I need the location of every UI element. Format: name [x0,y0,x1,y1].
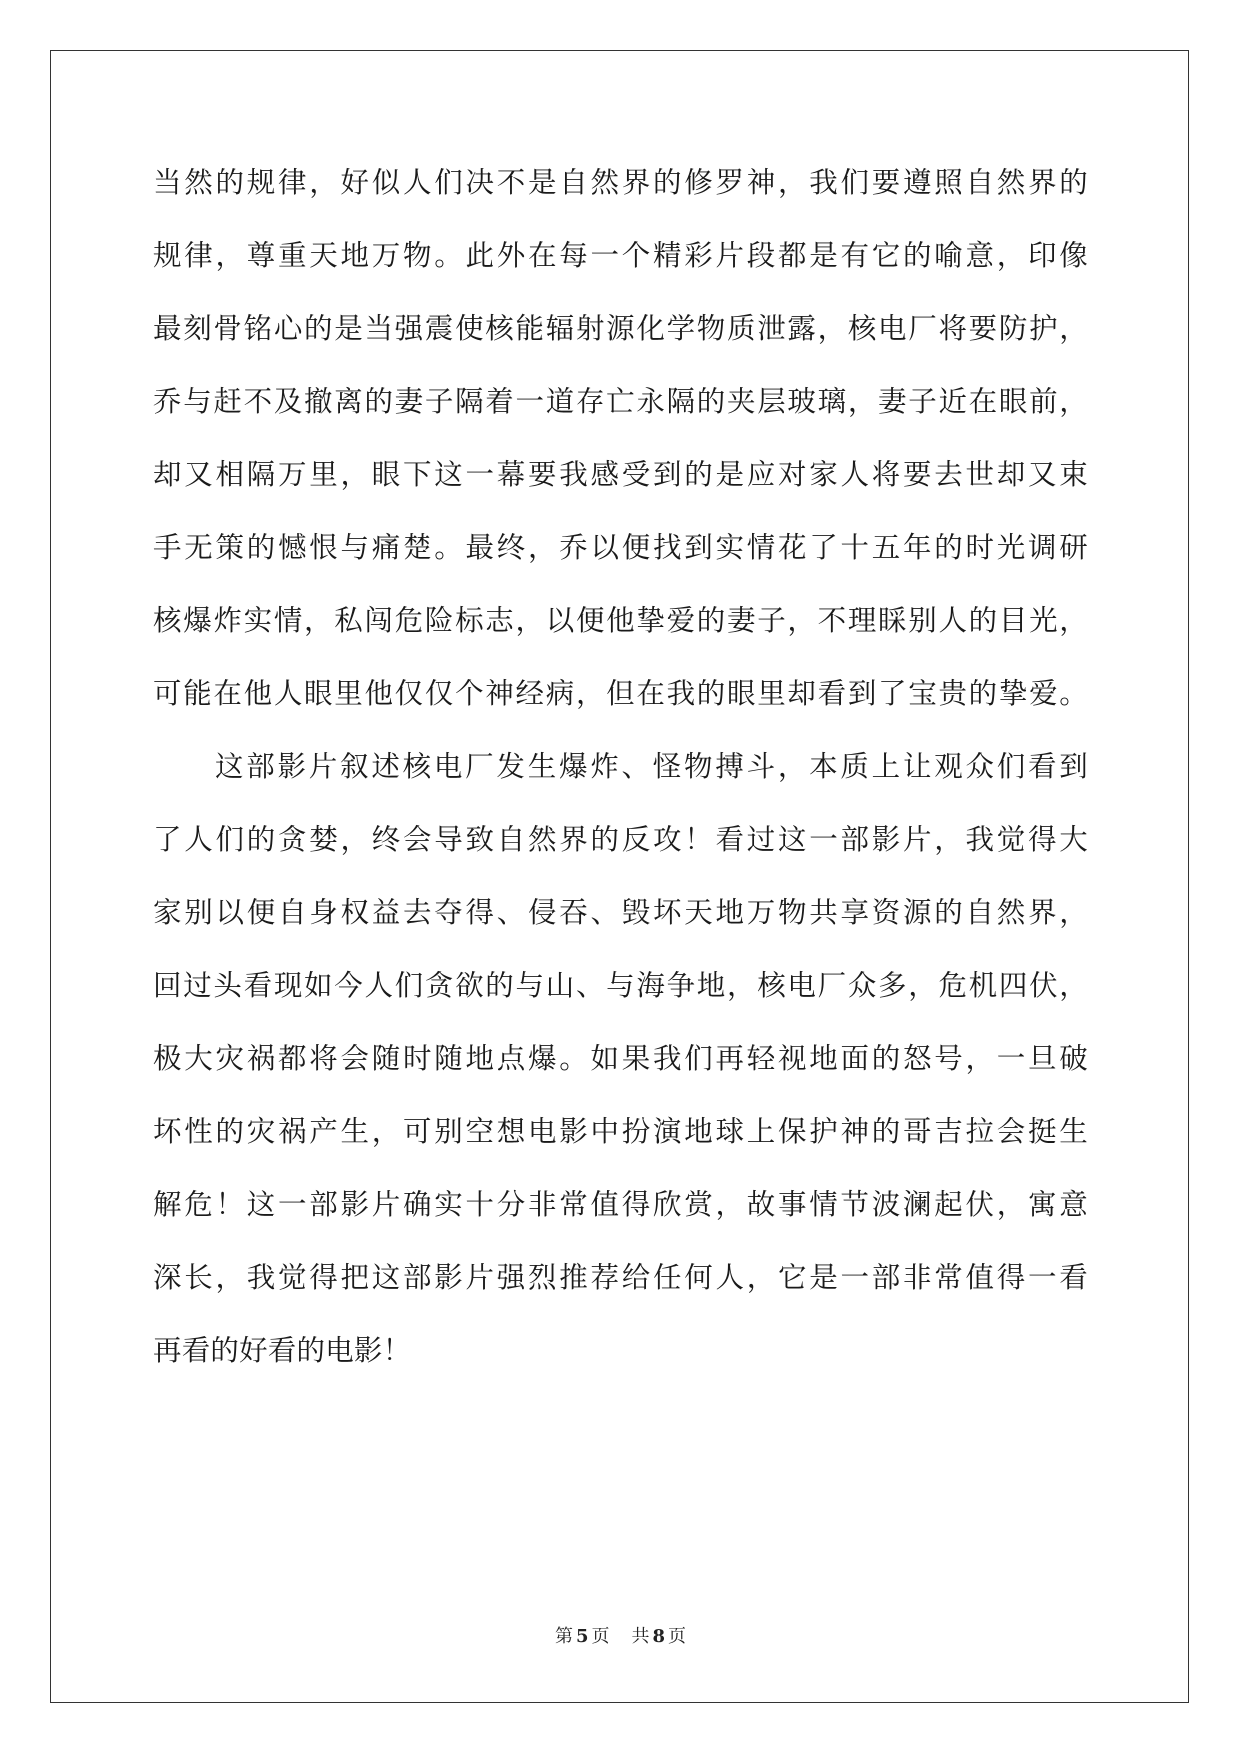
text-line-6: 手无策的憾恨与痛楚。最终，乔以便找到实情花了十五年的时光调研 [153,531,1088,564]
text-line-11: 家别以便自身权益去夺得、侵吞、毁坏天地万物共享资源的自然界， [153,896,1088,929]
text-line-17: 再看的好看的电影！ [153,1334,412,1367]
text-line-9: 这部影片叙述核电厂发生爆炸、怪物搏斗，本质上让观众们看到 [215,750,1088,783]
page-number-footer [0,1622,1241,1648]
text-line-3: 最刻骨铭心的是当强震使核能辐射源化学物质泄露，核电厂将要防护， [153,312,1088,345]
text-line-4: 乔与赶不及撤离的妻子隔着一道存亡永隔的夹层玻璃，妻子近在眼前， [153,385,1088,418]
total-suffix: 页 [668,1626,687,1647]
total-page-number: 8 [652,1626,666,1647]
page-prefix: 第 [554,1626,573,1647]
page-frame [50,50,1189,1703]
text-line-8: 可能在他人眼里他仅仅个神经病，但在我的眼里却看到了宝贵的挚爱。 [153,677,1088,710]
text-line-7: 核爆炸实情，私闯危险标志，以便他挚爱的妻子，不理睬别人的目光， [153,604,1088,637]
text-line-2: 规律，尊重天地万物。此外在每一个精彩片段都是有它的喻意，印像 [153,239,1088,272]
page-suffix: 页 [591,1626,610,1647]
text-line-10: 了人们的贪婪，终会导致自然界的反攻！看过这一部影片，我觉得大 [153,823,1088,856]
text-line-16: 深长，我觉得把这部影片强烈推荐给任何人，它是一部非常值得一看 [153,1261,1088,1294]
text-line-5: 却又相隔万里，眼下这一幕要我感受到的是应对家人将要去世却又束 [153,458,1088,491]
current-page-number: 5 [575,1626,589,1647]
text-line-1: 当然的规律，好似人们决不是自然界的修罗神，我们要遵照自然界的 [153,166,1088,199]
text-line-15: 解危！这一部影片确实十分非常值得欣赏，故事情节波澜起伏，寓意 [153,1188,1088,1221]
text-line-14: 坏性的灾祸产生，可别空想电影中扮演地球上保护神的哥吉拉会挺生 [153,1115,1088,1148]
text-line-13: 极大灾祸都将会随时随地点爆。如果我们再轻视地面的怒号，一旦破 [153,1042,1088,1075]
total-prefix: 共 [631,1626,650,1647]
text-line-12: 回过头看现如今人们贪欲的与山、与海争地，核电厂众多，危机四伏， [153,969,1088,1002]
